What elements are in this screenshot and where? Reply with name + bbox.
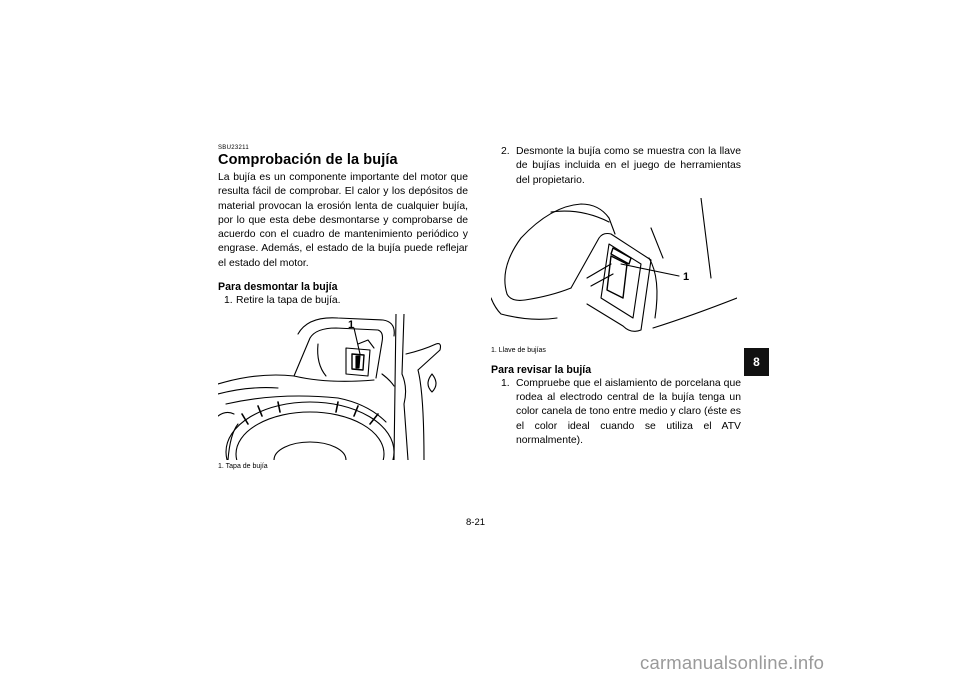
section-code: SBU23211 [218, 145, 249, 151]
spark-plug-wrench-illustration [491, 198, 737, 344]
watermark: carmanualsonline.info [640, 652, 825, 673]
figure-1-callout: 1 [348, 319, 355, 332]
check-step-1 [491, 377, 741, 448]
chapter-tab: 8 [744, 348, 769, 376]
step-text: Retire la tapa de bujía. [236, 295, 341, 307]
remove-step-1 [218, 294, 468, 308]
remove-heading: Para desmontar la bujía [218, 281, 338, 294]
section-title: Comprobación de la bujía [218, 152, 398, 168]
step-number: 1. [501, 377, 510, 389]
step-text: Desmonte la bujía como se muestra con la llave de bujías incluida en el juego de herramientas del propietario. [516, 146, 741, 186]
figure-1-caption: 1. Tapa de bujía [218, 463, 268, 471]
figure-2-callout: 1 [683, 270, 690, 283]
step-text: Compruebe que el aislamiento de porcelana que rodea al electrodo central de la bujía tenga un color canela de tono entre medio y claro (éste es el color ideal cuando se utiliza el ATV normalmente). [516, 377, 741, 447]
figure-2-caption: 1. Llave de bujías [491, 346, 546, 354]
intro-paragraph: La bujía es un componente importante del motor que resulta fácil de comprobar. El calor y los depósitos de material provocan la erosión lenta de cualquier bujía, por lo que esta debe desmontarse y comprobarse de acuerdo con el cuadro de mantenimiento periódico y engrase. Además, el estado de la bujía puede reflejar el estado del motor. [218, 172, 468, 269]
spark-plug-cap-illustration [218, 314, 464, 460]
right-column [491, 145, 741, 448]
remove-step-2 [491, 145, 741, 188]
page-number: 8-21 [466, 517, 486, 528]
step-number: 1. [224, 295, 233, 307]
left-column [218, 145, 468, 470]
check-heading: Para revisar la bujía [491, 363, 592, 376]
step-number: 2. [501, 146, 510, 157]
